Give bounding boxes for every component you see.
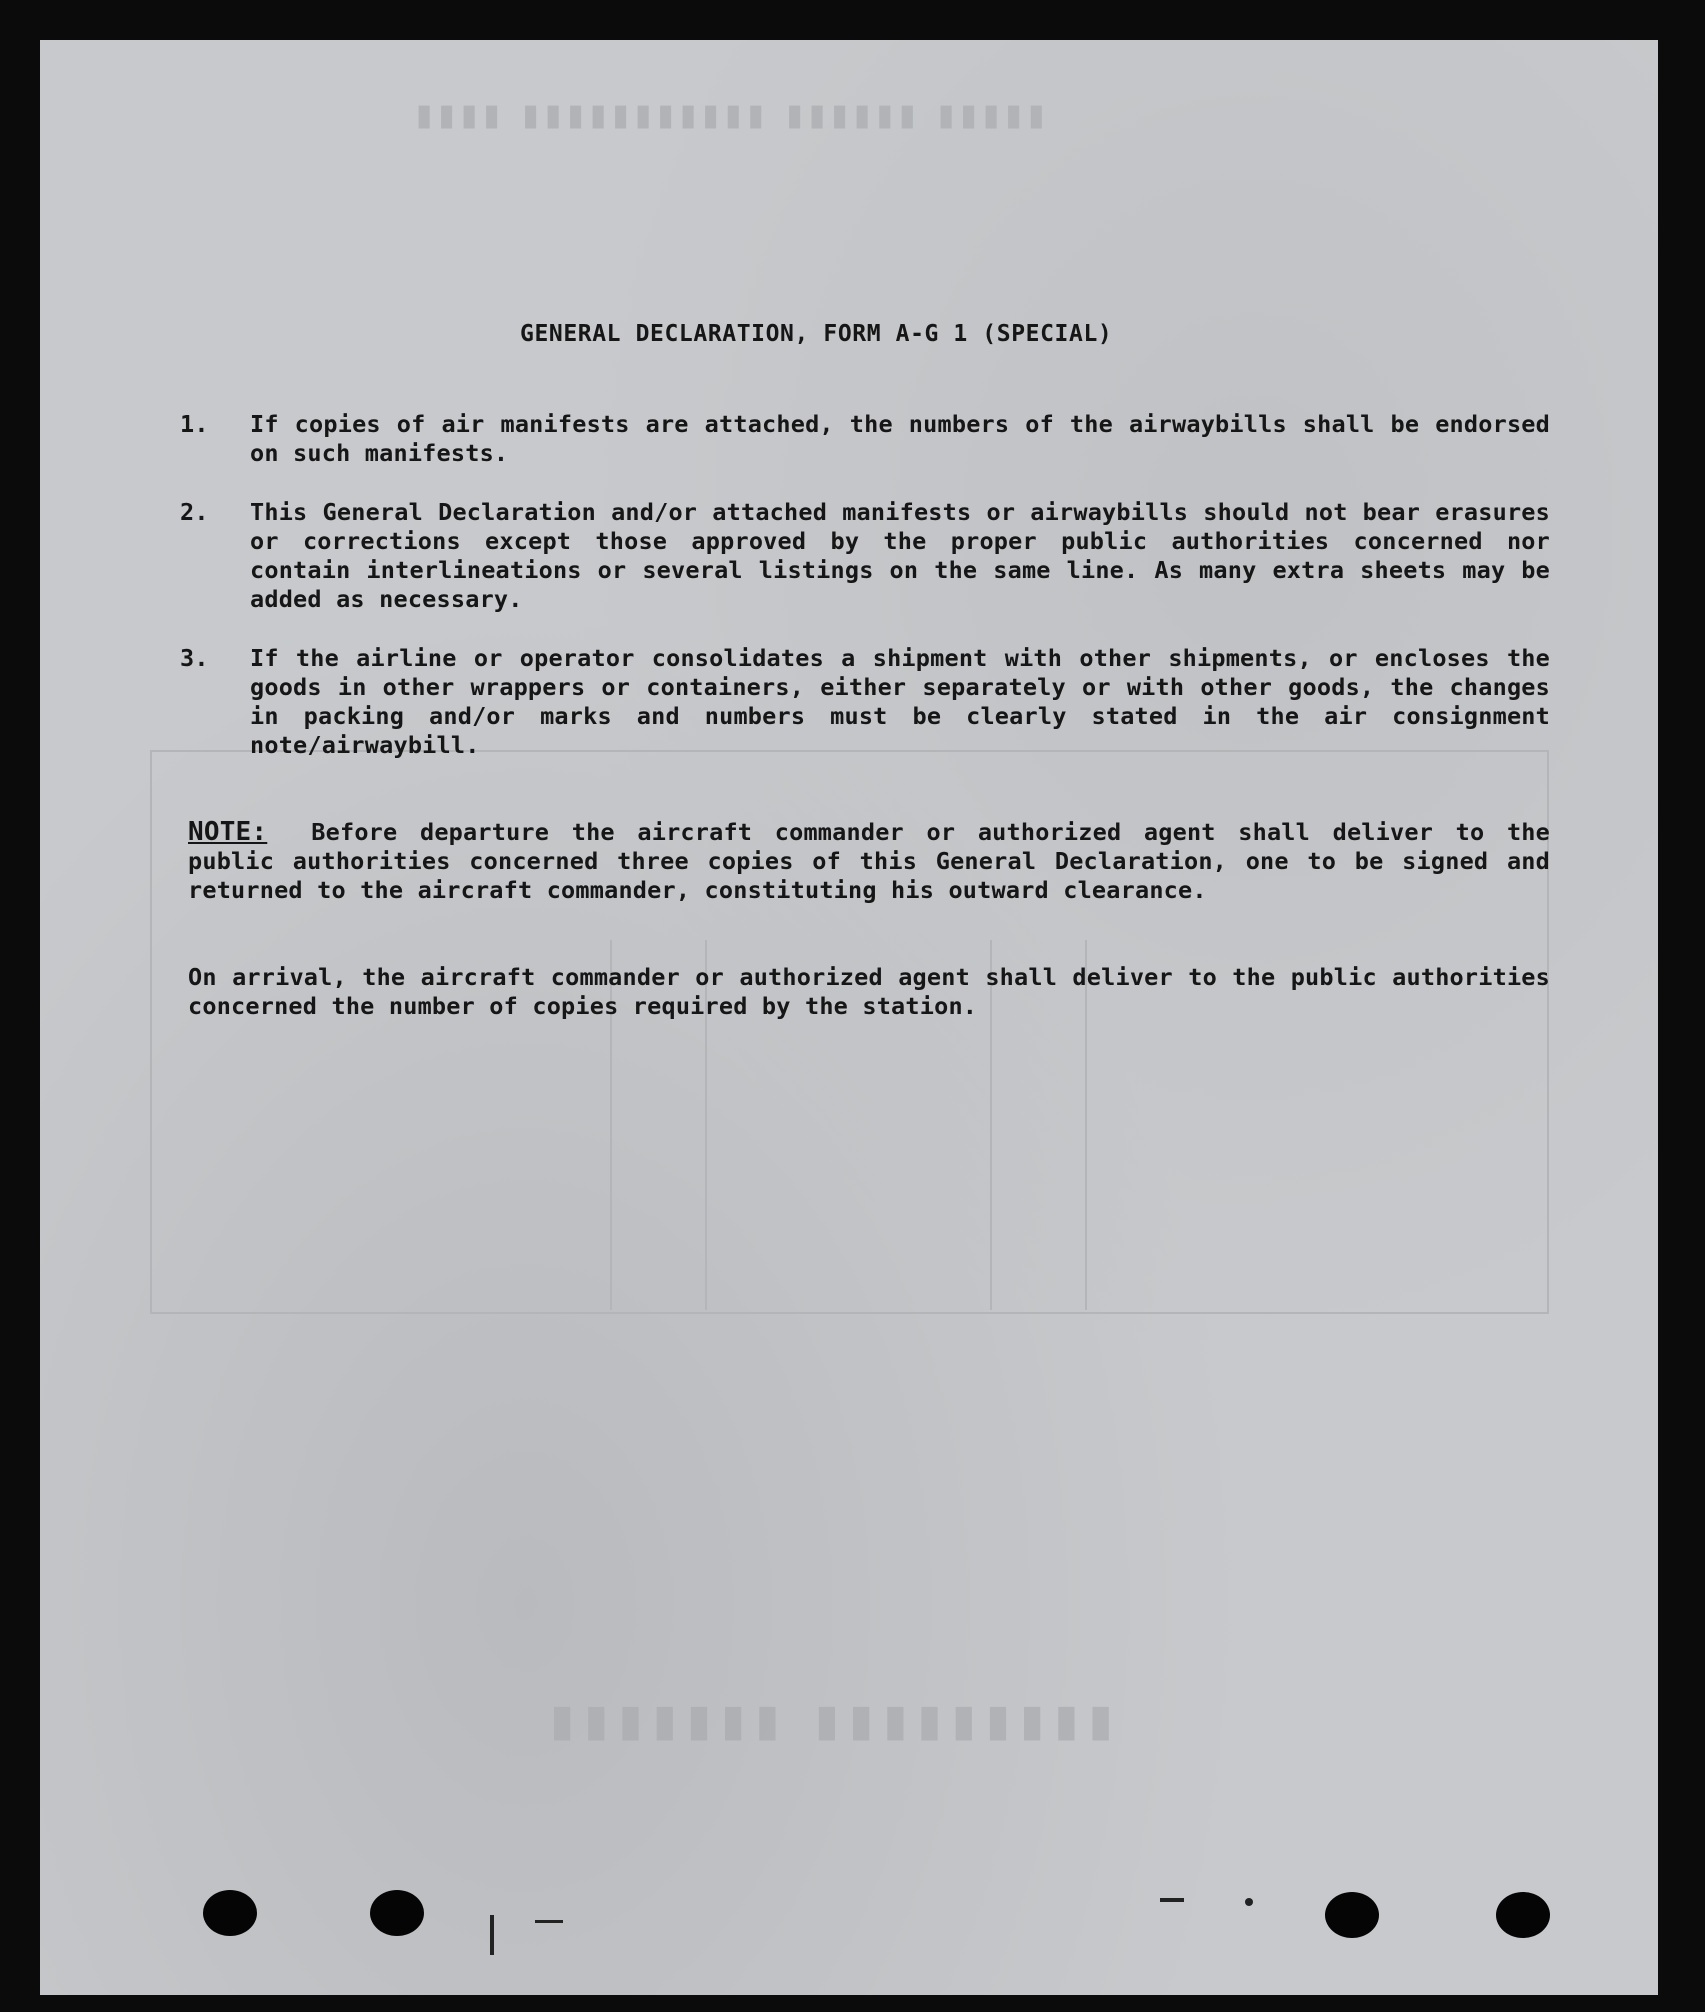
document-title: GENERAL DECLARATION, FORM A-G 1 (SPECIAL): [520, 321, 1113, 347]
document-page: [40, 40, 1658, 1995]
punch-hole: [203, 1890, 257, 1936]
punch-hole: [370, 1890, 424, 1936]
bleed-through-heading: ▮▮▮▮▮▮▮▮▮ ▮▮▮▮▮▮▮: [540, 1695, 1113, 1746]
item-text: This General Declaration and/or attached manifests or airwaybills should not bear erasures or corrections except those approved by the proper public authorities concerned nor contain interlineations or several listings on the same line. As many extra sheets may be added as necessary.: [250, 498, 1550, 613]
item-number: 2.: [180, 498, 209, 526]
bleed-through-header: ▮▮▮▮▮ ▮▮▮▮▮▮ ▮▮▮▮▮▮▮▮▮▮▮ ▮▮▮▮: [410, 98, 1045, 133]
item-text: If the airline or operator consolidates a shipment with other shipments, or encloses the goods in other wrappers or containers, either separately or with other goods, the changes in packing and/or marks and numbers must be clearly stated in the air consignment note/airwaybill.: [250, 644, 1550, 759]
ink-speck: [490, 1915, 494, 1955]
note-text: Before departure the aircraft commander or authorized agent shall deliver to the public authorities concerned three copies of this General Declaration, one to be signed and returned to the aircraft commander, constituting his outward clearance.: [188, 818, 1550, 904]
item-text: If copies of air manifests are attached, the numbers of the airwaybills shall be endorsed on such manifests.: [250, 410, 1550, 467]
instruction-item-1: [180, 410, 1550, 468]
item-number: 1.: [180, 410, 209, 438]
note-paragraph: [188, 818, 1550, 905]
punch-hole: [1325, 1892, 1379, 1938]
arrival-paragraph: On arrival, the aircraft commander or authorized agent shall deliver to the public authorities concerned the number of copies required by the station.: [188, 963, 1550, 1020]
note-label: NOTE:: [188, 817, 268, 847]
instruction-item-2: [180, 498, 1550, 614]
item-number: 3.: [180, 644, 209, 672]
instruction-item-3: [180, 644, 1550, 760]
punch-hole: [1496, 1892, 1550, 1938]
ink-speck: [535, 1920, 563, 1923]
ink-speck: [1160, 1898, 1184, 1902]
ink-speck: [1245, 1898, 1253, 1906]
